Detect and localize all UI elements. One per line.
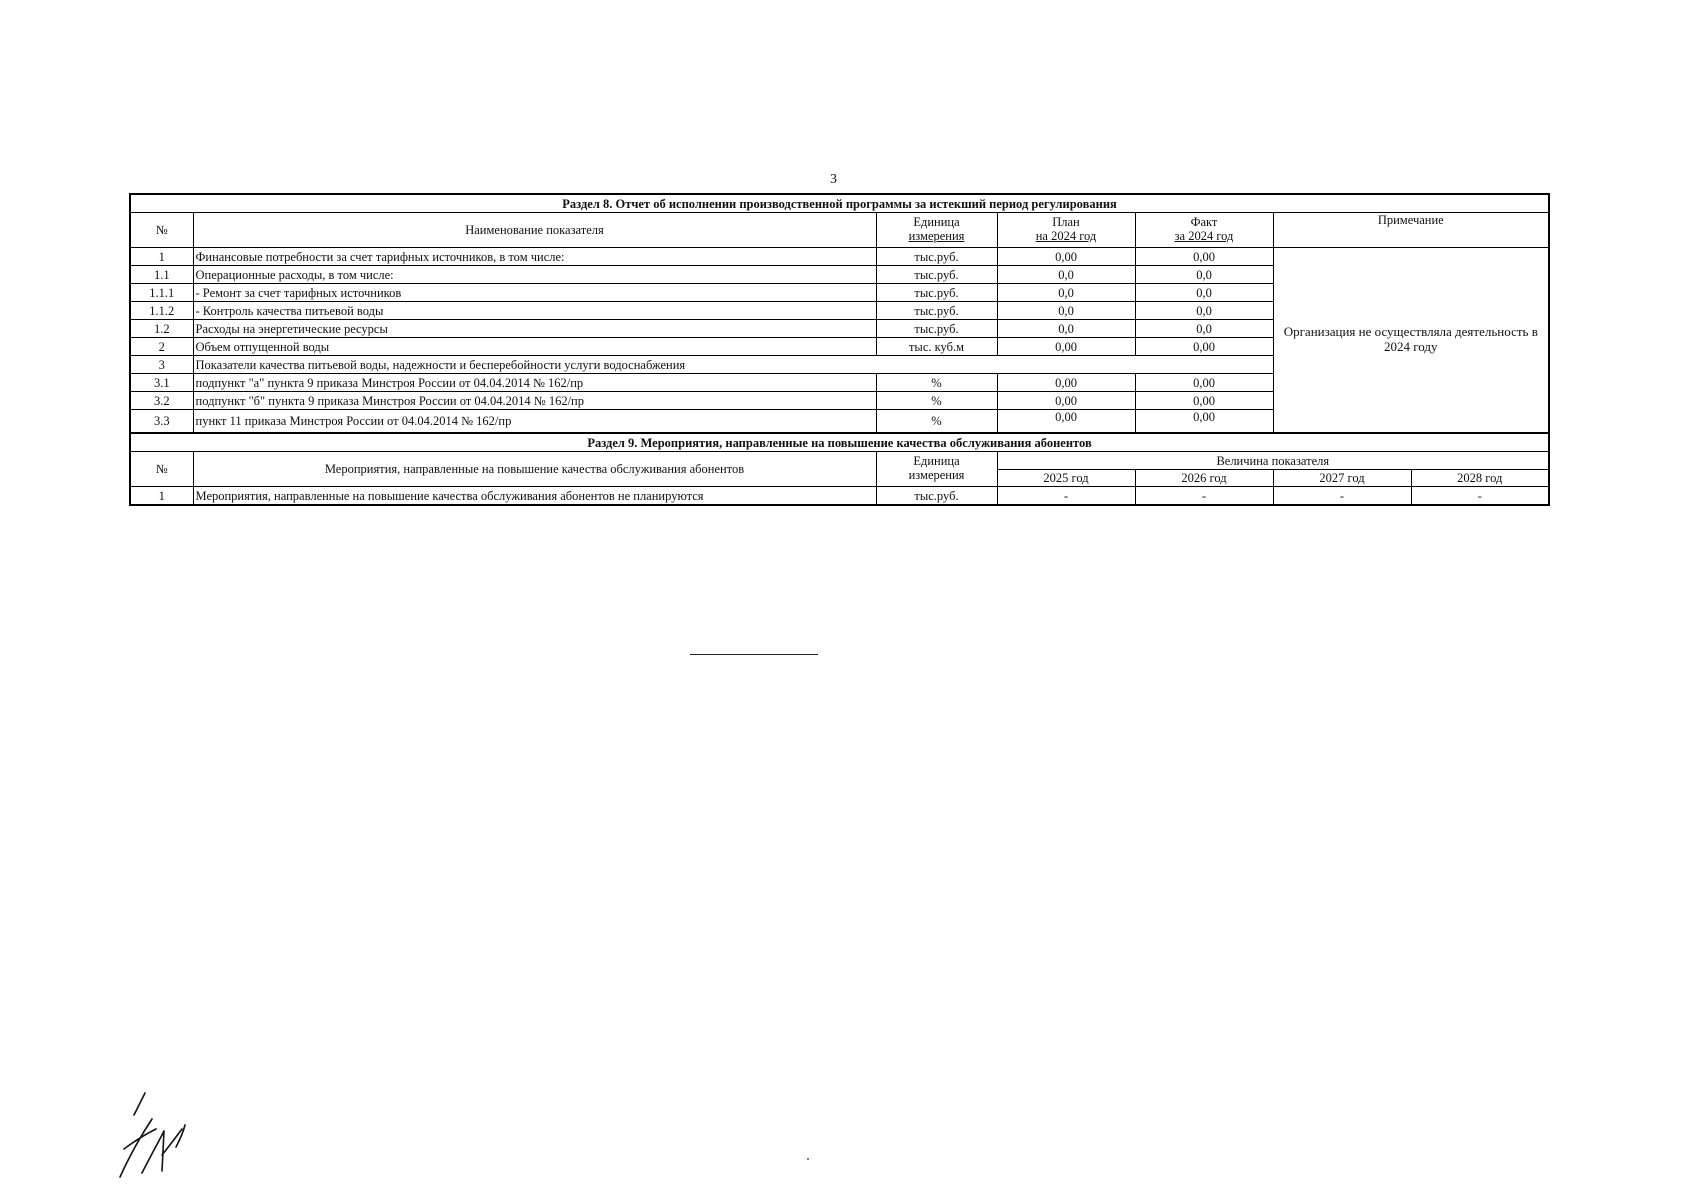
header-unit-line1: Единица [913, 215, 960, 230]
row-name: Расходы на энергетические ресурсы [193, 320, 876, 338]
header-fact-line2: за 2024 год [1174, 229, 1234, 243]
table-row [130, 248, 1549, 266]
row-plan: 0,0 [997, 320, 1135, 338]
s9-header-unit [876, 452, 997, 487]
header-name: Наименование показателя [193, 213, 876, 248]
header-plan-line1: План [1052, 215, 1080, 230]
row-unit: тыс.руб. [876, 266, 997, 284]
row-2028: - [1411, 487, 1549, 506]
row-unit: % [876, 374, 997, 392]
row-name: Мероприятия, направленные на повышение качества обслуживания абонентов не планируются [193, 487, 876, 506]
row-2025: - [997, 487, 1135, 506]
row-fact: 0,0 [1135, 302, 1273, 320]
row-fact: 0,00 [1135, 338, 1273, 356]
header-fact-line1: Факт [1190, 215, 1218, 230]
row-unit: тыс.руб. [876, 487, 997, 506]
row-unit: тыс.руб. [876, 302, 997, 320]
s9-header-name: Мероприятия, направленные на повышение качества обслуживания абонентов [193, 452, 876, 487]
s9-header-2028: 2028 год [1411, 470, 1549, 487]
end-divider-line [690, 654, 818, 655]
row-unit: % [876, 392, 997, 410]
section9-title-row [130, 433, 1549, 452]
s9-header-num: № [130, 452, 193, 487]
row-num: 3 [130, 356, 193, 374]
section9-header-row [130, 452, 1549, 470]
row-plan: 0,0 [997, 302, 1135, 320]
row-num: 1.1.2 [130, 302, 193, 320]
s9-header-unit-line2: измерения [908, 468, 965, 482]
report-table [129, 193, 1550, 506]
s9-header-2025: 2025 год [997, 470, 1135, 487]
row-fact: 0,00 [1135, 248, 1273, 266]
header-unit-line2: измерения [908, 229, 965, 243]
row-unit: тыс.руб. [876, 248, 997, 266]
row-2027: - [1273, 487, 1411, 506]
row-2026: - [1135, 487, 1273, 506]
row-num: 1.1 [130, 266, 193, 284]
row-unit: % [876, 410, 997, 434]
row-fact: 0,0 [1135, 320, 1273, 338]
row-num: 1.1.1 [130, 284, 193, 302]
note-cell: Организация не осуществляла деятельность в 2024 году [1273, 248, 1549, 434]
row-plan: 0,0 [997, 284, 1135, 302]
row-name: Финансовые потребности за счет тарифных источников, в том числе: [193, 248, 876, 266]
s9-header-2026: 2026 год [1135, 470, 1273, 487]
row-fact: 0,0 [1135, 266, 1273, 284]
row-unit: тыс.руб. [876, 284, 997, 302]
row-fact: 0,00 [1135, 392, 1273, 410]
row-plan: 0,00 [997, 392, 1135, 410]
row-name: - Ремонт за счет тарифных источников [193, 284, 876, 302]
handwritten-signature [112, 1085, 192, 1180]
header-num: № [130, 213, 193, 248]
row-plan: 0,00 [997, 248, 1135, 266]
row-num: 3.3 [130, 410, 193, 434]
row-name: - Контроль качества питьевой воды [193, 302, 876, 320]
s9-header-unit-line1: Единица [913, 454, 960, 469]
section8-title-row [130, 194, 1549, 213]
row-plan: 0,00 [997, 410, 1135, 434]
row-fact: 0,00 [1135, 374, 1273, 392]
row-name: пункт 11 приказа Минстроя России от 04.04.2014 № 162/пр [193, 410, 876, 434]
table-row [130, 487, 1549, 506]
row-name: Операционные расходы, в том числе: [193, 266, 876, 284]
header-fact [1135, 213, 1273, 248]
section9-title: Раздел 9. Мероприятия, направленные на повышение качества обслуживания абонентов [130, 433, 1549, 452]
row-unit: тыс. куб.м [876, 338, 997, 356]
row-num: 2 [130, 338, 193, 356]
row-num: 1.2 [130, 320, 193, 338]
s9-header-2027: 2027 год [1273, 470, 1411, 487]
s9-header-value: Величина показателя [997, 452, 1549, 470]
page-number: 3 [830, 172, 837, 187]
row-plan: 0,00 [997, 338, 1135, 356]
row-plan: 0,00 [997, 374, 1135, 392]
scan-speck [807, 1158, 809, 1160]
row-num: 1 [130, 248, 193, 266]
row-num: 3.1 [130, 374, 193, 392]
row-num: 1 [130, 487, 193, 506]
row-plan: 0,0 [997, 266, 1135, 284]
row-name: подпункт "а" пункта 9 приказа Минстроя России от 04.04.2014 № 162/пр [193, 374, 876, 392]
header-note: Примечание [1273, 213, 1549, 248]
row-name: Объем отпущенной воды [193, 338, 876, 356]
row-fact: 0,0 [1135, 284, 1273, 302]
header-plan-line2: на 2024 год [1035, 229, 1097, 243]
row-fact: 0,00 [1135, 410, 1273, 434]
row-num: 3.2 [130, 392, 193, 410]
row-name: Показатели качества питьевой воды, надежности и бесперебойности услуги водоснабжения [193, 356, 1273, 374]
header-unit [876, 213, 997, 248]
section8-header-row [130, 213, 1549, 248]
row-unit: тыс.руб. [876, 320, 997, 338]
header-plan [997, 213, 1135, 248]
section8-title: Раздел 8. Отчет об исполнении производственной программы за истекший период регулирования [130, 194, 1549, 213]
row-name: подпункт "б" пункта 9 приказа Минстроя России от 04.04.2014 № 162/пр [193, 392, 876, 410]
